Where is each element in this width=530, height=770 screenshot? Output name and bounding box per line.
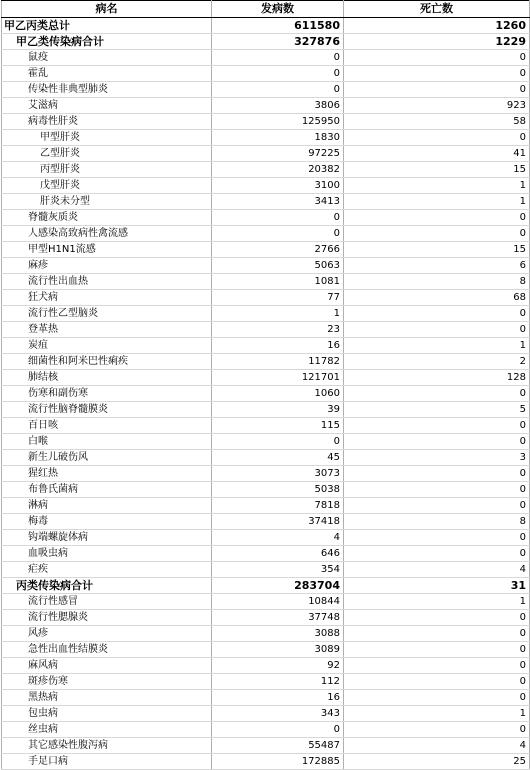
cases-cell: 7818	[212, 498, 344, 514]
disease-name-cell: 包虫病	[2, 706, 212, 722]
deaths-cell: 0	[344, 722, 530, 738]
deaths-cell: 0	[344, 418, 530, 434]
table-row	[2, 34, 530, 50]
deaths-cell: 8	[344, 274, 530, 290]
cases-cell: 1081	[212, 274, 344, 290]
disease-name-cell: 手足口病	[2, 754, 212, 770]
disease-name-cell: 流行性腮腺炎	[2, 610, 212, 626]
cases-cell: 3413	[212, 194, 344, 210]
disease-name-cell: 麻风病	[2, 658, 212, 674]
deaths-cell: 0	[344, 226, 530, 242]
cases-cell: 0	[212, 434, 344, 450]
deaths-cell: 0	[344, 642, 530, 658]
table-row	[2, 434, 530, 450]
cases-cell: 611580	[212, 18, 344, 34]
deaths-cell: 0	[344, 82, 530, 98]
cases-cell: 0	[212, 82, 344, 98]
disease-name-cell: 百日咳	[2, 418, 212, 434]
cases-cell: 2766	[212, 242, 344, 258]
disease-name-cell: 白喉	[2, 434, 212, 450]
table-row	[2, 482, 530, 498]
deaths-cell: 58	[344, 114, 530, 130]
table-row	[2, 114, 530, 130]
table-row	[2, 322, 530, 338]
table-row	[2, 338, 530, 354]
cases-cell: 97225	[212, 146, 344, 162]
deaths-cell: 25	[344, 754, 530, 770]
deaths-cell: 0	[344, 210, 530, 226]
deaths-cell: 1	[344, 594, 530, 610]
deaths-cell: 0	[344, 66, 530, 82]
table-row	[2, 354, 530, 370]
deaths-cell: 1	[344, 338, 530, 354]
deaths-cell: 1	[344, 706, 530, 722]
deaths-cell: 41	[344, 146, 530, 162]
disease-name-cell: 细菌性和阿米巴性痢疾	[2, 354, 212, 370]
disease-name-cell: 登革热	[2, 322, 212, 338]
disease-statistics-table	[1, 0, 530, 770]
deaths-cell: 1	[344, 178, 530, 194]
disease-name-cell: 疟疾	[2, 562, 212, 578]
table-row	[2, 530, 530, 546]
table-row	[2, 370, 530, 386]
cases-cell: 1	[212, 306, 344, 322]
table-row	[2, 274, 530, 290]
disease-name-cell: 布鲁氏菌病	[2, 482, 212, 498]
deaths-cell: 0	[344, 434, 530, 450]
cases-cell: 3088	[212, 626, 344, 642]
deaths-cell: 0	[344, 530, 530, 546]
disease-name-cell: 脊髓灰质炎	[2, 210, 212, 226]
table-row	[2, 418, 530, 434]
disease-name-cell: 甲型肝炎	[2, 130, 212, 146]
disease-name-cell: 乙型肝炎	[2, 146, 212, 162]
cases-cell: 0	[212, 66, 344, 82]
cases-cell: 172885	[212, 754, 344, 770]
disease-name-cell: 鼠疫	[2, 50, 212, 66]
column-header-deaths: 死亡数	[344, 1, 530, 18]
deaths-cell: 923	[344, 98, 530, 114]
cases-cell: 0	[212, 722, 344, 738]
cases-cell: 327876	[212, 34, 344, 50]
table-row	[2, 226, 530, 242]
disease-name-cell: 流行性感冒	[2, 594, 212, 610]
deaths-cell: 6	[344, 258, 530, 274]
table-row	[2, 578, 530, 594]
disease-name-cell: 梅毒	[2, 514, 212, 530]
disease-name-cell: 流行性脑脊髓膜炎	[2, 402, 212, 418]
cases-cell: 20382	[212, 162, 344, 178]
deaths-cell: 0	[344, 466, 530, 482]
deaths-cell: 4	[344, 562, 530, 578]
cases-cell: 3089	[212, 642, 344, 658]
cases-cell: 11782	[212, 354, 344, 370]
table-row	[2, 754, 530, 770]
deaths-cell: 15	[344, 242, 530, 258]
disease-name-cell: 病毒性肝炎	[2, 114, 212, 130]
table-row	[2, 674, 530, 690]
table-row	[2, 514, 530, 530]
disease-name-cell: 风疹	[2, 626, 212, 642]
cases-cell: 5063	[212, 258, 344, 274]
deaths-cell: 3	[344, 450, 530, 466]
table-row	[2, 738, 530, 754]
deaths-cell: 128	[344, 370, 530, 386]
table-body	[2, 18, 530, 770]
cases-cell: 0	[212, 50, 344, 66]
cases-cell: 3073	[212, 466, 344, 482]
disease-name-cell: 新生儿破伤风	[2, 450, 212, 466]
deaths-cell: 4	[344, 738, 530, 754]
table-row	[2, 306, 530, 322]
cases-cell: 39	[212, 402, 344, 418]
table-row	[2, 194, 530, 210]
table-row	[2, 610, 530, 626]
table-row	[2, 402, 530, 418]
disease-name-cell: 流行性出血热	[2, 274, 212, 290]
table-row	[2, 642, 530, 658]
cases-cell: 0	[212, 210, 344, 226]
table-row	[2, 626, 530, 642]
disease-name-cell: 艾滋病	[2, 98, 212, 114]
cases-cell: 112	[212, 674, 344, 690]
cases-cell: 77	[212, 290, 344, 306]
disease-name-cell: 钩端螺旋体病	[2, 530, 212, 546]
cases-cell: 16	[212, 690, 344, 706]
cases-cell: 1830	[212, 130, 344, 146]
cases-cell: 16	[212, 338, 344, 354]
cases-cell: 37748	[212, 610, 344, 626]
table-row	[2, 146, 530, 162]
deaths-cell: 1	[344, 194, 530, 210]
disease-name-cell: 丝虫病	[2, 722, 212, 738]
table-row	[2, 258, 530, 274]
deaths-cell: 0	[344, 50, 530, 66]
cases-cell: 5038	[212, 482, 344, 498]
cases-cell: 10844	[212, 594, 344, 610]
cases-cell: 3100	[212, 178, 344, 194]
table-row	[2, 466, 530, 482]
deaths-cell: 0	[344, 546, 530, 562]
cases-cell: 125950	[212, 114, 344, 130]
disease-name-cell: 黑热病	[2, 690, 212, 706]
table-row	[2, 594, 530, 610]
cases-cell: 92	[212, 658, 344, 674]
column-header-disease-name: 病名	[2, 1, 212, 18]
deaths-cell: 0	[344, 658, 530, 674]
deaths-cell: 0	[344, 322, 530, 338]
disease-name-cell: 流行性乙型脑炎	[2, 306, 212, 322]
disease-name-cell: 霍乱	[2, 66, 212, 82]
disease-name-cell: 人感染高致病性禽流感	[2, 226, 212, 242]
deaths-cell: 0	[344, 498, 530, 514]
disease-name-cell: 戊型肝炎	[2, 178, 212, 194]
table-row	[2, 722, 530, 738]
table-row	[2, 498, 530, 514]
disease-name-cell: 麻疹	[2, 258, 212, 274]
table-row	[2, 130, 530, 146]
table-row	[2, 546, 530, 562]
table-row	[2, 50, 530, 66]
cases-cell: 115	[212, 418, 344, 434]
deaths-cell: 0	[344, 482, 530, 498]
table-row	[2, 706, 530, 722]
disease-name-cell: 肺结核	[2, 370, 212, 386]
disease-name-cell: 斑疹伤寒	[2, 674, 212, 690]
table-row	[2, 18, 530, 34]
disease-name-cell: 肝炎未分型	[2, 194, 212, 210]
deaths-cell: 15	[344, 162, 530, 178]
disease-name-cell: 传染性非典型肺炎	[2, 82, 212, 98]
cases-cell: 3806	[212, 98, 344, 114]
deaths-cell: 8	[344, 514, 530, 530]
table-row	[2, 82, 530, 98]
cases-cell: 646	[212, 546, 344, 562]
deaths-cell: 5	[344, 402, 530, 418]
cases-cell: 45	[212, 450, 344, 466]
cases-cell: 1060	[212, 386, 344, 402]
deaths-cell: 0	[344, 674, 530, 690]
deaths-cell: 0	[344, 306, 530, 322]
deaths-cell: 2	[344, 354, 530, 370]
table-row	[2, 562, 530, 578]
disease-name-cell: 急性出血性结膜炎	[2, 642, 212, 658]
cases-cell: 121701	[212, 370, 344, 386]
table-row	[2, 450, 530, 466]
deaths-cell: 31	[344, 578, 530, 594]
disease-name-cell: 甲乙丙类总计	[2, 18, 212, 34]
table-row	[2, 98, 530, 114]
table-row	[2, 658, 530, 674]
cases-cell: 23	[212, 322, 344, 338]
table-row	[2, 162, 530, 178]
table-row	[2, 178, 530, 194]
table-row	[2, 690, 530, 706]
deaths-cell: 1260	[344, 18, 530, 34]
deaths-cell: 0	[344, 626, 530, 642]
disease-name-cell: 丙型肝炎	[2, 162, 212, 178]
disease-name-cell: 伤寒和副伤寒	[2, 386, 212, 402]
disease-name-cell: 炭疽	[2, 338, 212, 354]
deaths-cell: 68	[344, 290, 530, 306]
cases-cell: 4	[212, 530, 344, 546]
cases-cell: 343	[212, 706, 344, 722]
table-header-row	[2, 1, 530, 18]
table-row	[2, 290, 530, 306]
cases-cell: 0	[212, 226, 344, 242]
deaths-cell: 0	[344, 690, 530, 706]
table-row	[2, 210, 530, 226]
deaths-cell: 0	[344, 610, 530, 626]
deaths-cell: 0	[344, 130, 530, 146]
cases-cell: 283704	[212, 578, 344, 594]
deaths-cell: 1229	[344, 34, 530, 50]
deaths-cell: 0	[344, 386, 530, 402]
table-row	[2, 386, 530, 402]
column-header-cases: 发病数	[212, 1, 344, 18]
cases-cell: 37418	[212, 514, 344, 530]
table-row	[2, 66, 530, 82]
table-row	[2, 242, 530, 258]
disease-name-cell: 狂犬病	[2, 290, 212, 306]
disease-name-cell: 丙类传染病合计	[2, 578, 212, 594]
disease-name-cell: 血吸虫病	[2, 546, 212, 562]
cases-cell: 55487	[212, 738, 344, 754]
disease-name-cell: 甲型H1N1流感	[2, 242, 212, 258]
disease-name-cell: 甲乙类传染病合计	[2, 34, 212, 50]
disease-name-cell: 其它感染性腹泻病	[2, 738, 212, 754]
cases-cell: 354	[212, 562, 344, 578]
disease-name-cell: 猩红热	[2, 466, 212, 482]
disease-name-cell: 淋病	[2, 498, 212, 514]
